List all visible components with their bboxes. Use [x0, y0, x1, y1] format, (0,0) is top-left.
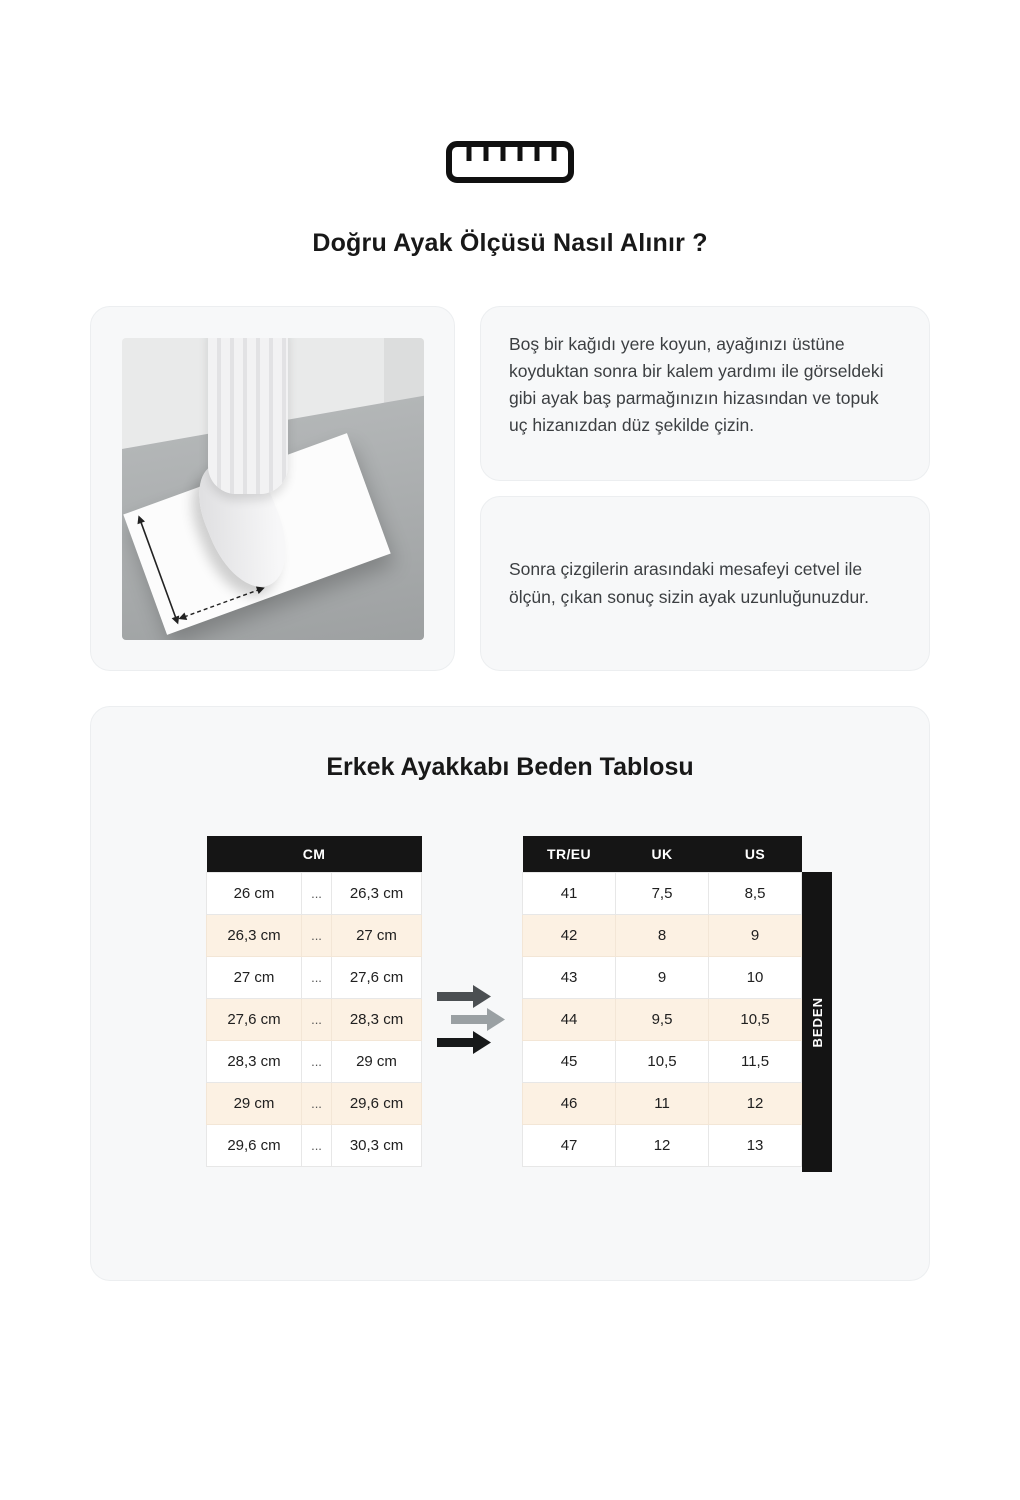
table-row [523, 1040, 802, 1082]
us-cell: 12 [709, 1082, 802, 1124]
international-size-table [522, 836, 802, 1167]
instruction-step-1 [480, 306, 930, 481]
page-title: Doğru Ayak Ölçüsü Nasıl Alınır ? [312, 229, 708, 257]
tr-eu-cell: 44 [523, 998, 616, 1040]
tr-eu-cell: 42 [523, 914, 616, 956]
tr-eu-header: TR/EU [523, 836, 616, 872]
us-cell: 10 [709, 956, 802, 998]
uk-cell: 8 [616, 914, 709, 956]
instruction-cards [480, 306, 930, 671]
table-row [523, 998, 802, 1040]
cm-from-cell: 26,3 cm [207, 914, 302, 956]
ruler-icon [445, 140, 575, 189]
cm-from-cell: 28,3 cm [207, 1040, 302, 1082]
tr-eu-cell: 45 [523, 1040, 616, 1082]
instruction-step-2-text: Sonra çizgilerin arasındaki mesafeyi cetvel ile ölçün, çıkan sonuç sizin ayak uzunluğunuzdur. [509, 559, 869, 607]
tr-eu-cell: 46 [523, 1082, 616, 1124]
cm-from-cell: 29,6 cm [207, 1124, 302, 1166]
cm-to-cell: 26,3 cm [332, 872, 422, 914]
us-cell: 11,5 [709, 1040, 802, 1082]
us-cell: 10,5 [709, 998, 802, 1040]
table-row [207, 914, 422, 956]
transfer-arrows-icon [437, 983, 507, 1055]
cm-to-cell: 28,3 cm [332, 998, 422, 1040]
table-row [207, 1124, 422, 1166]
cm-to-cell: 27,6 cm [332, 956, 422, 998]
uk-header: UK [616, 836, 709, 872]
range-separator: ... [302, 1082, 332, 1124]
instruction-step-2 [480, 496, 930, 671]
table-row [207, 998, 422, 1040]
range-separator: ... [302, 872, 332, 914]
measurement-photo-card [90, 306, 455, 671]
beden-side-bar [802, 872, 832, 1172]
us-header: US [709, 836, 802, 872]
us-cell: 9 [709, 914, 802, 956]
uk-cell: 9 [616, 956, 709, 998]
range-separator: ... [302, 956, 332, 998]
conversion-arrows [422, 872, 522, 1166]
instruction-step-1-text: Boş bir kağıdı yere koyun, ayağınızı üstüne koyduktan sonra bir kalem yardımı ile görseldeki gibi ayak baş parmağınızın hizasından ve topuk uç hizanızdan düz şekilde çizin. [509, 334, 884, 436]
cm-from-cell: 27,6 cm [207, 998, 302, 1040]
us-cell: 8,5 [709, 872, 802, 914]
cm-table [206, 836, 422, 1167]
table-row [523, 956, 802, 998]
cm-to-cell: 27 cm [332, 914, 422, 956]
table-row [207, 872, 422, 914]
size-tables [91, 836, 929, 1172]
uk-cell: 7,5 [616, 872, 709, 914]
uk-cell: 10,5 [616, 1040, 709, 1082]
table-row [523, 1082, 802, 1124]
range-separator: ... [302, 914, 332, 956]
table-row [207, 1040, 422, 1082]
size-table-title: Erkek Ayakkabı Beden Tablosu [326, 753, 694, 781]
table-row [523, 872, 802, 914]
cm-table-header: CM [207, 836, 422, 872]
us-cell: 13 [709, 1124, 802, 1166]
beden-label: BEDEN [809, 996, 825, 1048]
cm-from-cell: 27 cm [207, 956, 302, 998]
uk-cell: 11 [616, 1082, 709, 1124]
range-separator: ... [302, 1124, 332, 1166]
table-row [523, 1124, 802, 1166]
foot-measurement-photo [122, 338, 424, 640]
cm-to-cell: 29 cm [332, 1040, 422, 1082]
sock-leg [208, 338, 288, 494]
table-row [523, 914, 802, 956]
uk-cell: 12 [616, 1124, 709, 1166]
tr-eu-cell: 43 [523, 956, 616, 998]
table-row [207, 956, 422, 998]
uk-cell: 9,5 [616, 998, 709, 1040]
cm-to-cell: 30,3 cm [332, 1124, 422, 1166]
range-separator: ... [302, 1040, 332, 1082]
table-row [207, 1082, 422, 1124]
cm-from-cell: 29 cm [207, 1082, 302, 1124]
tr-eu-cell: 41 [523, 872, 616, 914]
size-table-card [90, 706, 930, 1281]
range-separator: ... [302, 998, 332, 1040]
cm-to-cell: 29,6 cm [332, 1082, 422, 1124]
instructions-section [0, 306, 1020, 671]
tr-eu-cell: 47 [523, 1124, 616, 1166]
cm-from-cell: 26 cm [207, 872, 302, 914]
